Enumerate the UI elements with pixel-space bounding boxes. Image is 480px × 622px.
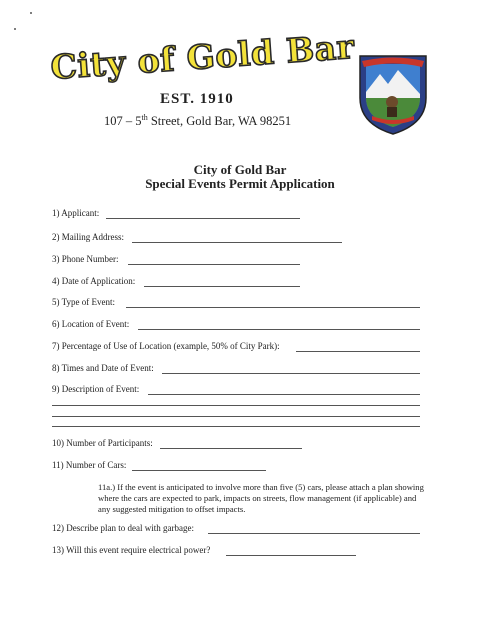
number-of-cars-field[interactable] [132, 470, 266, 471]
mailing-address-field[interactable] [132, 242, 342, 243]
scan-speck [14, 28, 16, 30]
garbage-plan-field[interactable] [208, 533, 420, 534]
number-of-cars-label: 11) Number of Cars: [52, 460, 127, 470]
location-of-event-label: 6) Location of Event: [52, 319, 130, 329]
times-and-date-field[interactable] [162, 373, 420, 374]
description-field[interactable] [148, 394, 420, 395]
number-of-participants-field[interactable] [160, 448, 302, 449]
type-of-event-field[interactable] [126, 307, 420, 308]
date-of-application-label: 4) Date of Application: [52, 276, 136, 286]
garbage-plan-label: 12) Describe plan to deal with garbage: [52, 523, 194, 533]
applicant-label: 1) Applicant: [52, 208, 100, 218]
established-year: EST. 1910 [160, 91, 234, 107]
description-field-line[interactable] [52, 405, 420, 406]
description-field-line[interactable] [52, 416, 420, 417]
date-of-application-field[interactable] [144, 286, 300, 287]
applicant-field[interactable] [106, 218, 300, 219]
electrical-power-field[interactable] [226, 555, 356, 556]
mailing-address-label: 2) Mailing Address: [52, 232, 124, 242]
percentage-use-field[interactable] [296, 351, 420, 352]
city-address: 107 – 5th Street, Gold Bar, WA 98251 [104, 113, 292, 129]
location-of-event-field[interactable] [138, 329, 420, 330]
number-of-participants-label: 10) Number of Participants: [52, 438, 153, 448]
times-and-date-label: 8) Times and Date of Event: [52, 363, 154, 373]
form-title: City of Gold Bar [193, 162, 287, 177]
description-field-line[interactable] [52, 426, 420, 427]
percentage-use-label: 7) Percentage of Use of Location (example, 50% of City Park): [52, 341, 280, 351]
form-subtitle: Special Events Permit Application [145, 176, 335, 191]
phone-number-field[interactable] [128, 264, 300, 265]
scan-speck [30, 12, 32, 14]
type-of-event-label: 5) Type of Event: [52, 297, 115, 307]
electrical-power-label: 13) Will this event require electrical power? [52, 545, 211, 555]
city-logo-wordmark: City of Gold Bar [49, 26, 356, 87]
city-seal-icon [356, 52, 430, 136]
description-label: 9) Description of Event: [52, 384, 140, 394]
phone-number-label: 3) Phone Number: [52, 254, 119, 264]
parking-plan-note: 11a.) If the event is anticipated to involve more than five (5) cars, please attach a plan showing where the cars are expected to park, impacts on streets, flow management (if applicable) and any suggested mitigation to offset impacts. [98, 482, 424, 514]
